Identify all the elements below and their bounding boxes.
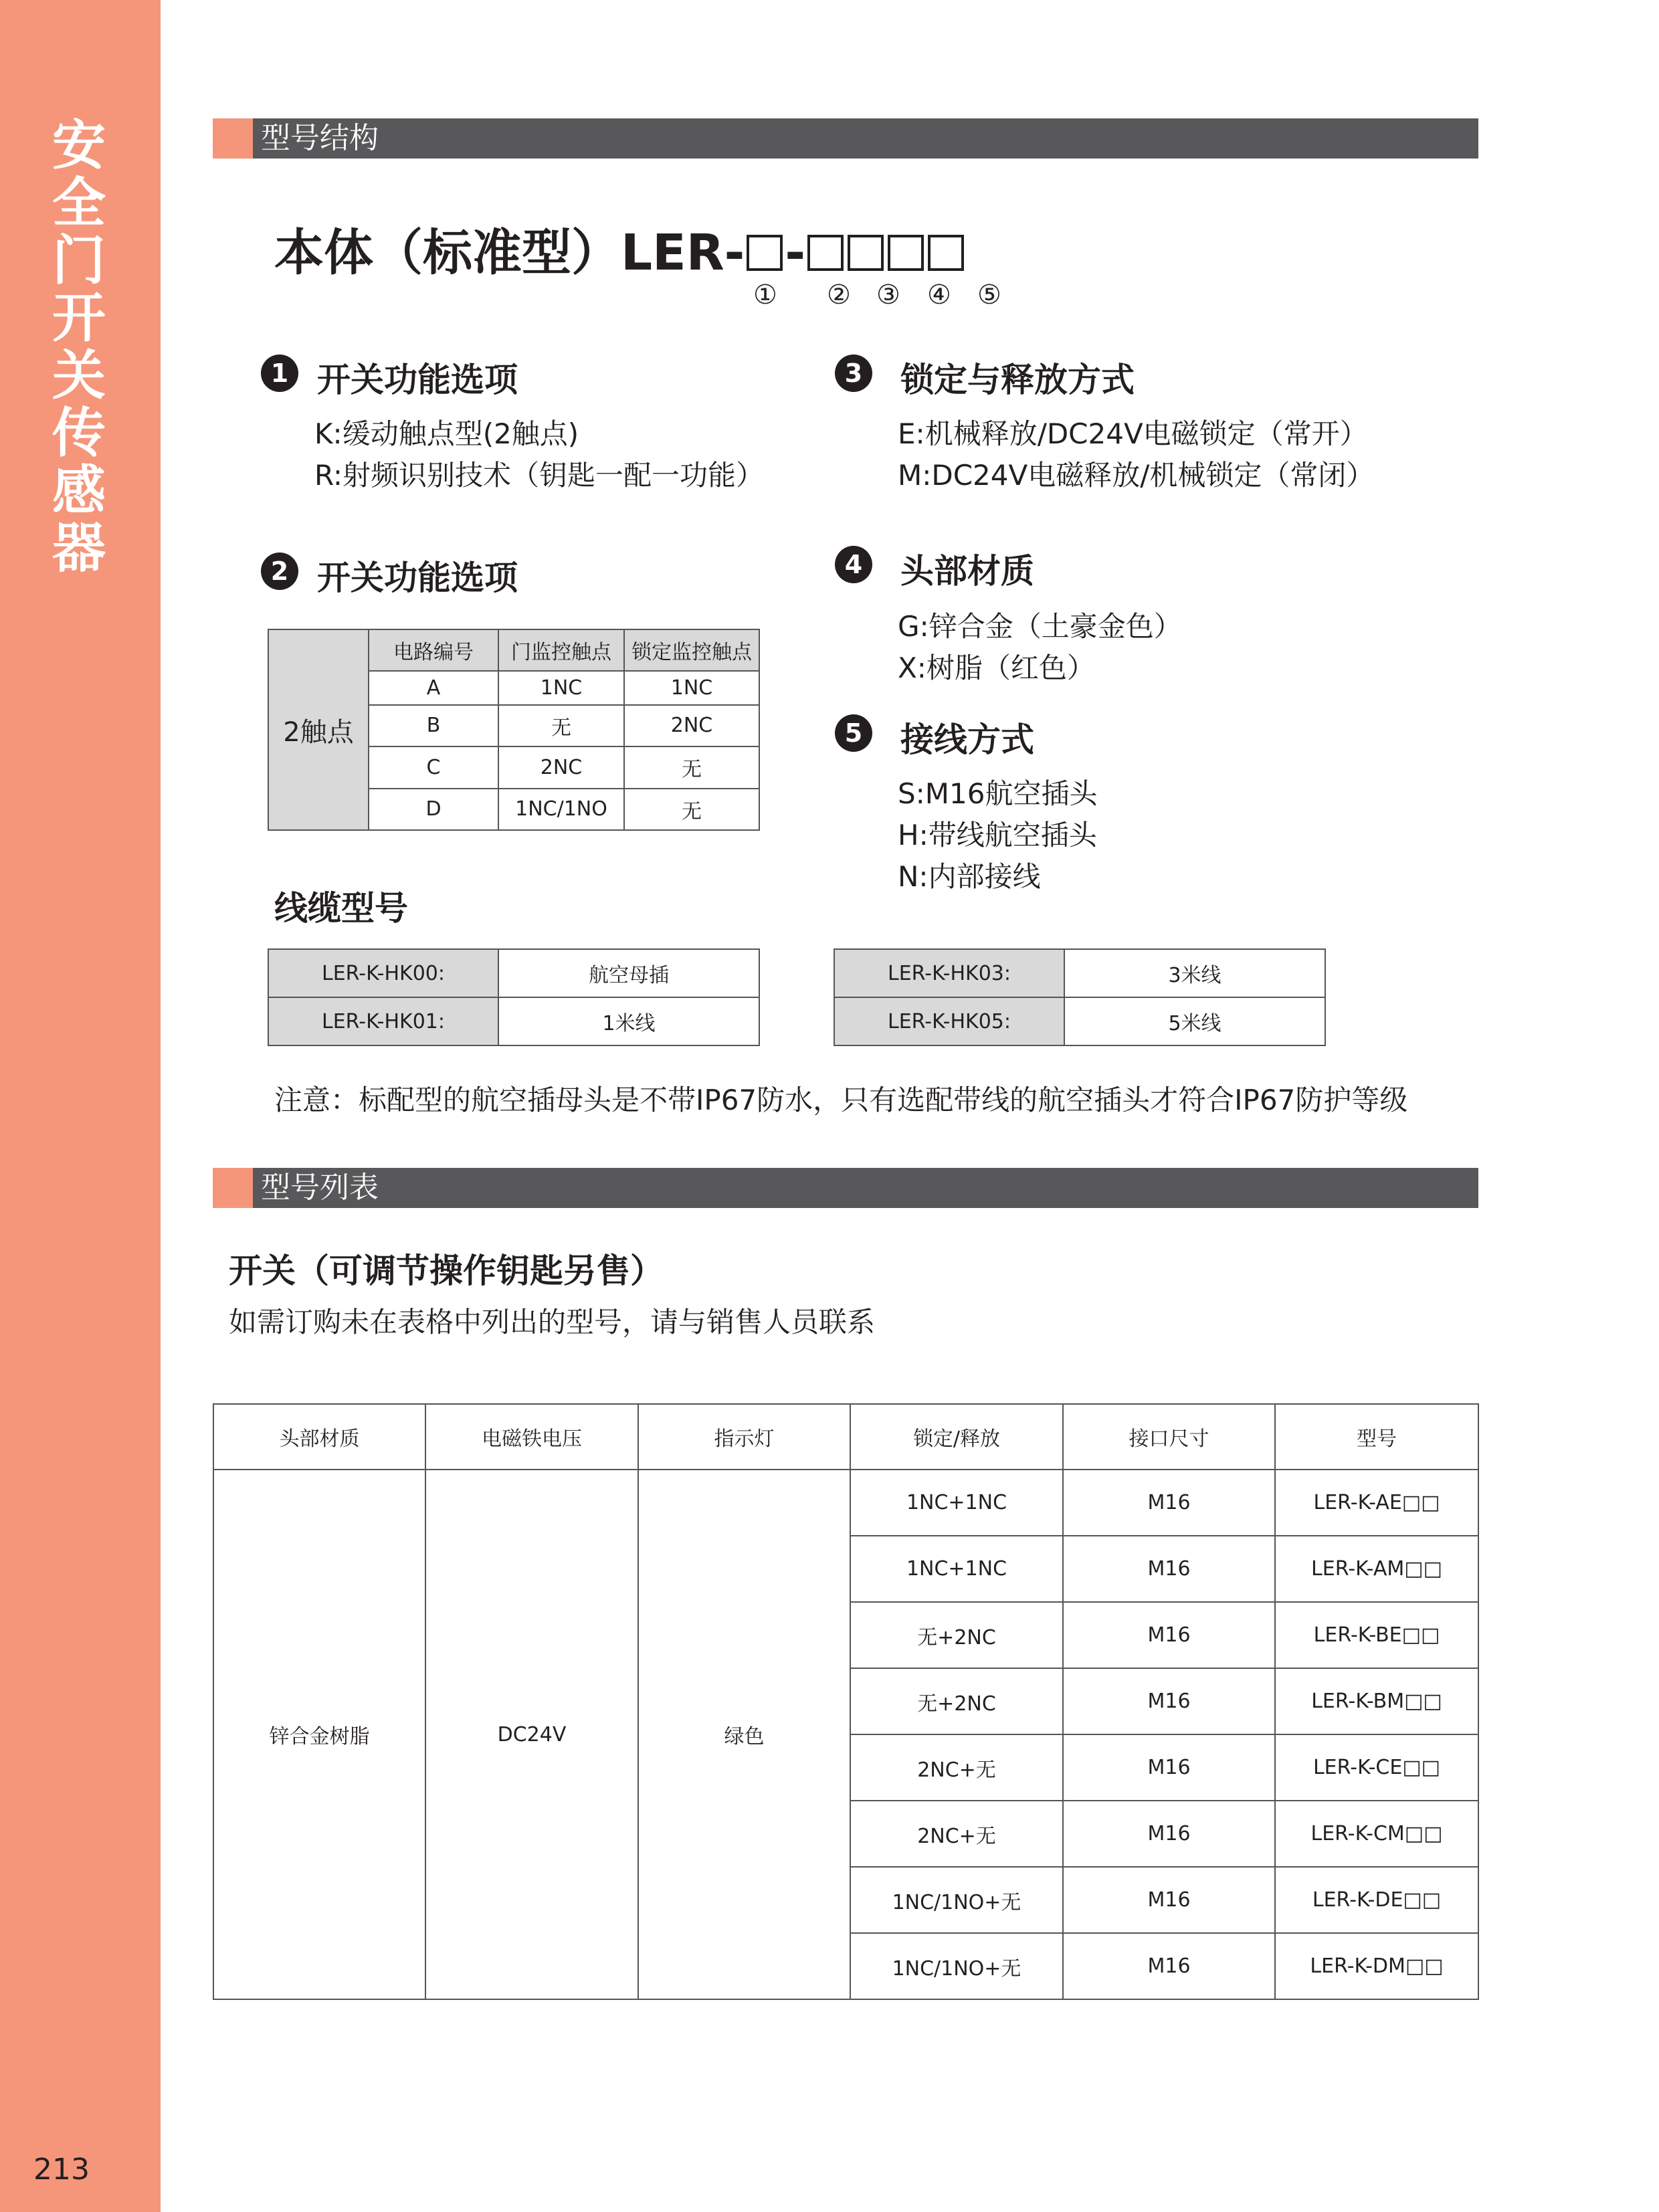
switch-title: 开关（可调节操作钥匙另售） <box>229 1251 664 1290</box>
table-cell: 无+2NC <box>850 1668 1063 1734</box>
cable-code: LER-K-HK03: <box>834 949 1064 997</box>
model-code-title: 本体（标准型）LER- - <box>274 223 966 283</box>
option-5-line: N:内部接线 <box>898 860 1041 893</box>
option-3-line: E:机械释放/DC24V电磁锁定（常开） <box>898 417 1368 450</box>
cable-table-right <box>834 948 1326 1046</box>
section-accent <box>213 1168 253 1208</box>
section-header-model-list <box>213 1168 1478 1208</box>
indicator-cell: 绿色 <box>638 1470 850 1999</box>
sidebar-title: 安 全 门 开 关 传 感 器 <box>52 114 106 579</box>
table-cell: 1NC/1NO <box>498 789 624 830</box>
cable-desc: 3米线 <box>1064 949 1325 997</box>
code-box-4 <box>888 235 924 271</box>
circuit-header: 门监控触点 <box>498 629 624 671</box>
table-cell: 2NC <box>624 705 759 746</box>
table-cell: M16 <box>1063 1933 1275 1999</box>
option-3-title: 锁定与释放方式 <box>900 361 1135 399</box>
circuit-header: 电路编号 <box>369 629 498 671</box>
voltage-cell: DC24V <box>425 1470 638 1999</box>
table-cell: M16 <box>1063 1470 1275 1536</box>
option-number-2: 2 <box>261 552 298 590</box>
table-cell: 1NC/1NO+无 <box>850 1933 1063 1999</box>
option-5-line: S:M16航空插头 <box>898 777 1098 810</box>
option-5-line: H:带线航空插头 <box>898 819 1097 851</box>
material-cell: 锌合金树脂 <box>213 1470 425 1999</box>
option-1-line: K:缓动触点型(2触点) <box>314 417 579 450</box>
table-cell: M16 <box>1063 1734 1275 1801</box>
table-cell: B <box>369 705 498 746</box>
option-number-4: 4 <box>835 546 872 583</box>
cable-desc: 航空母插 <box>498 949 759 997</box>
table-cell: 1NC+1NC <box>850 1470 1063 1536</box>
cable-desc: 1米线 <box>498 997 759 1045</box>
table-cell: 2NC <box>498 746 624 788</box>
cable-code: LER-K-HK01: <box>268 997 498 1045</box>
code-box-5 <box>928 235 964 271</box>
table-cell: M16 <box>1063 1602 1275 1668</box>
table-cell: D <box>369 789 498 830</box>
option-2-title: 开关功能选项 <box>317 559 518 597</box>
table-cell: LER-K-DM□□ <box>1275 1933 1478 1999</box>
table-cell: M16 <box>1063 1801 1275 1867</box>
column-header: 锁定/释放 <box>850 1404 1063 1470</box>
code-index-4: ④ <box>927 280 951 310</box>
table-cell: 1NC <box>624 671 759 704</box>
section-accent <box>213 118 253 159</box>
table-cell: 1NC+1NC <box>850 1536 1063 1602</box>
option-1-title: 开关功能选项 <box>317 361 518 399</box>
option-5-title: 接线方式 <box>900 720 1034 759</box>
table-cell: A <box>369 671 498 704</box>
cable-desc: 5米线 <box>1064 997 1325 1045</box>
option-1-line: R:射频识别技术（钥匙一配一功能） <box>314 459 765 492</box>
cable-code: LER-K-HK00: <box>268 949 498 997</box>
model-list-table <box>213 1403 1479 2000</box>
section-label: 型号列表 <box>261 1171 379 1205</box>
option-number-1: 1 <box>261 355 298 392</box>
cable-title: 线缆型号 <box>274 889 408 928</box>
code-index-1: ① <box>753 280 777 310</box>
option-4-line: X:树脂（红色） <box>898 651 1095 684</box>
table-row <box>268 997 759 1045</box>
table-row <box>834 997 1325 1045</box>
column-header: 指示灯 <box>638 1404 850 1470</box>
column-header: 电磁铁电压 <box>425 1404 638 1470</box>
table-cell: 2NC+无 <box>850 1801 1063 1867</box>
table-cell: 1NC <box>498 671 624 704</box>
table-cell: 无 <box>624 789 759 830</box>
table-cell: LER-K-BE□□ <box>1275 1602 1478 1668</box>
table-cell: 2NC+无 <box>850 1734 1063 1801</box>
code-index-5: ⑤ <box>977 280 1001 310</box>
table-cell: 无 <box>498 705 624 746</box>
page-number: 213 <box>33 2152 90 2187</box>
option-number-3: 3 <box>835 355 872 392</box>
option-4-line: G:锌合金（土豪金色） <box>898 610 1182 643</box>
option-3-line: M:DC24V电磁释放/机械锁定（常闭） <box>898 459 1375 492</box>
table-cell: LER-K-AE□□ <box>1275 1470 1478 1536</box>
ip67-note: 注意：标配型的航空插母头是不带IP67防水，只有选配带线的航空插头才符合IP67防护等级 <box>274 1084 1408 1116</box>
table-cell: 无+2NC <box>850 1602 1063 1668</box>
option-4-title: 头部材质 <box>900 552 1034 591</box>
column-header: 型号 <box>1275 1404 1478 1470</box>
table-row <box>268 949 759 997</box>
switch-subtitle: 如需订购未在表格中列出的型号，请与销售人员联系 <box>229 1306 876 1338</box>
table-cell: 1NC/1NO+无 <box>850 1867 1063 1933</box>
column-header: 头部材质 <box>213 1404 425 1470</box>
code-box-1 <box>747 235 783 271</box>
column-header: 接口尺寸 <box>1063 1404 1275 1470</box>
table-cell: LER-K-DE□□ <box>1275 1867 1478 1933</box>
circuit-group-label: 2触点 <box>268 629 369 830</box>
table-row <box>834 949 1325 997</box>
cable-table-left <box>268 948 760 1046</box>
table-cell: LER-K-BM□□ <box>1275 1668 1478 1734</box>
circuit-header: 锁定监控触点 <box>624 629 759 671</box>
table-header-row <box>213 1404 1478 1470</box>
section-label: 型号结构 <box>261 121 379 155</box>
code-box-3 <box>848 235 884 271</box>
table-cell: M16 <box>1063 1536 1275 1602</box>
code-index-3: ③ <box>876 280 900 310</box>
option-number-5: 5 <box>835 714 872 752</box>
table-cell: LER-K-CE□□ <box>1275 1734 1478 1801</box>
code-index-2: ② <box>827 280 851 310</box>
table-cell: M16 <box>1063 1668 1275 1734</box>
section-header-structure <box>213 118 1478 159</box>
table-row <box>213 1470 1478 1536</box>
table-cell: 无 <box>624 746 759 788</box>
table-cell: C <box>369 746 498 788</box>
table-cell: LER-K-AM□□ <box>1275 1536 1478 1602</box>
table-cell: M16 <box>1063 1867 1275 1933</box>
code-box-2 <box>807 235 844 271</box>
circuit-table <box>268 629 760 831</box>
cable-code: LER-K-HK05: <box>834 997 1064 1045</box>
table-cell: LER-K-CM□□ <box>1275 1801 1478 1867</box>
